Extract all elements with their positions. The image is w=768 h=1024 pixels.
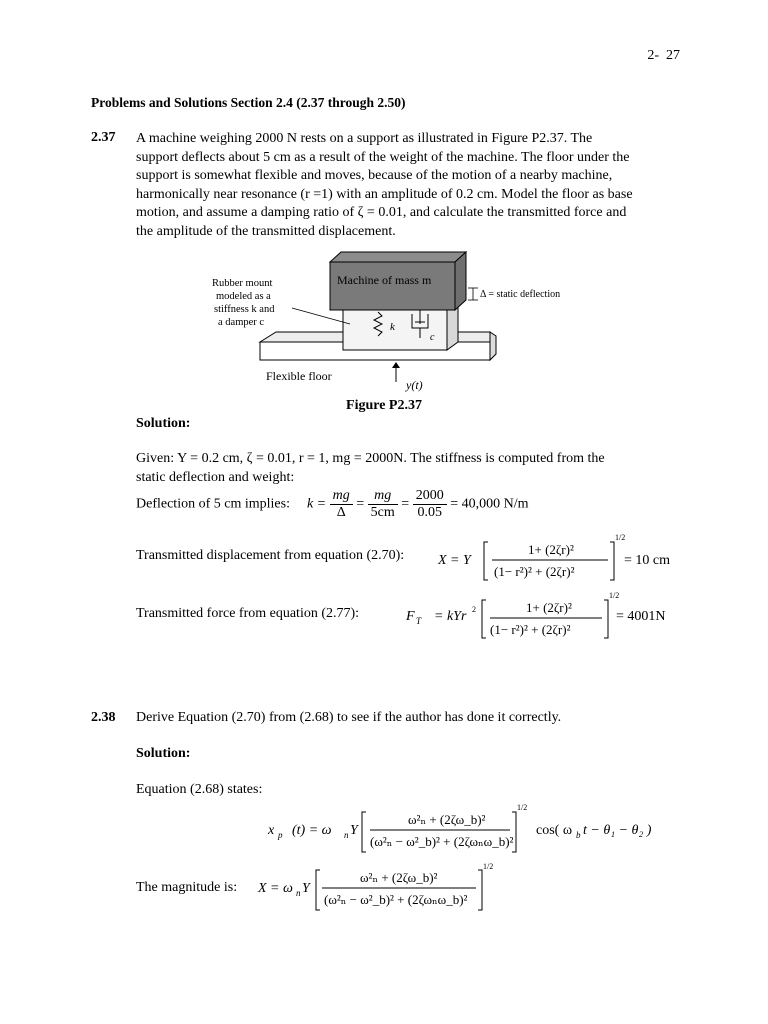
mag-denominator: (ω²ₙ − ω²_b)² + (2ζωₙω_b)²: [324, 892, 468, 907]
xp-rest: (t) = ω: [292, 823, 332, 838]
statement-line: support deflects about 5 cm as a result of the weight of the machine. The floor under the: [136, 149, 630, 165]
y-var: Y: [302, 881, 310, 896]
mag-lhs: X = ω: [258, 881, 293, 896]
deflection-text: Deflection of 5 cm implies:: [136, 496, 290, 512]
force-lhs: F: [406, 609, 415, 624]
y-var: Y: [350, 823, 358, 838]
solution-label-237: Solution:: [136, 416, 191, 431]
floor-side: [490, 332, 496, 360]
fraction: $\frac{mg}{\Delta}$: [330, 488, 353, 521]
force-lhs-sub: T: [416, 616, 422, 626]
eq268-denominator: (ω²ₙ − ω²_b)² + (2ζωₙω_b)²: [370, 834, 514, 849]
machine-side: [455, 252, 466, 310]
magnitude-formula: [256, 860, 506, 918]
given-line: Given: Y = 0.2 cm, ζ = 0.01, r = 1, mg = 2000N. The stiffness is computed from the: [136, 451, 605, 466]
machine-label: Machine of mass m: [337, 273, 432, 287]
disp-result: = 10 cm: [624, 553, 670, 568]
disp-lhs: X = Y: [438, 553, 471, 568]
cos-text: cos( ω: [536, 823, 573, 838]
n-sub: n: [344, 830, 349, 840]
section-title: Problems and Solutions Section 2.4 (2.37 through 2.50): [91, 95, 406, 110]
fraction: $\frac{2000}{0.05}$: [413, 488, 447, 521]
figure-p237: [200, 248, 570, 398]
displacement-formula: [436, 530, 676, 586]
machine-top: [330, 252, 466, 262]
mount-label-line: Rubber mount: [212, 278, 273, 289]
force-formula: [404, 588, 684, 644]
states-text: Equation (2.68) states:: [136, 782, 263, 797]
force-numerator: 1+ (2ζr)²: [526, 600, 572, 615]
displacement-text: Transmitted displacement from equation (2.70):: [136, 548, 405, 563]
page-number: 2- 27: [647, 48, 680, 63]
problem-number-238: 2.38: [91, 710, 116, 725]
floor-label: Flexible floor: [266, 369, 332, 383]
b-sub: b: [576, 830, 581, 840]
xp-sub: p: [278, 830, 283, 840]
xp-lhs: x: [268, 823, 275, 838]
cos-arg: t − θ₁ − θ₂ ): [583, 823, 652, 838]
k-lhs: k =: [306, 496, 327, 512]
mag-numerator: ω²ₙ + (2ζω_b)²: [360, 870, 438, 885]
problem-number-237: 2.37: [91, 130, 116, 145]
fraction: $\frac{mg}{5cm}$: [368, 488, 398, 521]
statement-line: harmonically near resonance (r =1) with an amplitude of 0.2 cm. Model the floor as base: [136, 186, 633, 202]
equation-268: [266, 800, 666, 858]
half-power: 1/2: [517, 803, 528, 812]
stiffness-equation: Deflection of 5 cm implies: k = $\frac{mg}{\Delta}$ = $\frac{mg}{5cm}$ = $\frac{2000}{0.05}$ = 40,000 N/m: [136, 488, 529, 520]
force-text: Transmitted force from equation (2.77):: [136, 606, 360, 621]
eq268-numerator: ω²ₙ + (2ζω_b)²: [408, 812, 486, 827]
mount-block: [343, 304, 447, 350]
mount-label-line: modeled as a: [216, 291, 271, 302]
solution-label-238: Solution:: [136, 746, 191, 761]
mount-label-line: stiffness k and: [214, 304, 275, 315]
force-result: = 4001N: [616, 609, 666, 624]
c-label: c: [430, 332, 435, 343]
disp-denominator: (1− r²)² + (2ζr)²: [494, 564, 575, 579]
deflection-marker: [468, 288, 478, 300]
half-power: 1/2: [483, 862, 494, 871]
force-mid: = kYr: [434, 609, 467, 624]
figure-caption: Figure P2.37: [346, 398, 422, 413]
force-denominator: (1− r²)² + (2ζr)²: [490, 622, 571, 637]
input-label: y(t): [406, 378, 423, 392]
arrow-head-icon: [392, 362, 400, 368]
statement-line: support is somewhat flexible and moves, because of the motion of a nearby machine,: [136, 168, 613, 183]
magnitude-text: The magnitude is:: [136, 880, 238, 895]
n-sub: n: [296, 888, 301, 898]
problem-238-statement: Derive Equation (2.70) from (2.68) to see if the author has done it correctly.: [136, 710, 562, 725]
given-text: [136, 450, 676, 487]
statement-line: the amplitude of the transmitted displacement.: [136, 223, 396, 239]
half-power: 1/2: [609, 591, 620, 600]
deflection-label: Δ = static deflection: [480, 289, 561, 300]
statement-line: motion, and assume a damping ratio of ζ = 0.01, and calculate the transmitted force and: [136, 205, 627, 220]
k-result: = 40,000 N/m: [450, 496, 529, 512]
given-line: static deflection and weight:: [136, 469, 295, 485]
statement-line: A machine weighing 2000 N rests on a support as illustrated in Figure P2.37. The: [136, 131, 593, 146]
k-label: k: [390, 321, 395, 333]
disp-numerator: 1+ (2ζr)²: [528, 542, 574, 557]
half-power: 1/2: [615, 533, 626, 542]
mount-label-line: a damper c: [218, 317, 265, 328]
problem-237-statement: [136, 130, 676, 241]
r-squared: 2: [472, 605, 476, 614]
